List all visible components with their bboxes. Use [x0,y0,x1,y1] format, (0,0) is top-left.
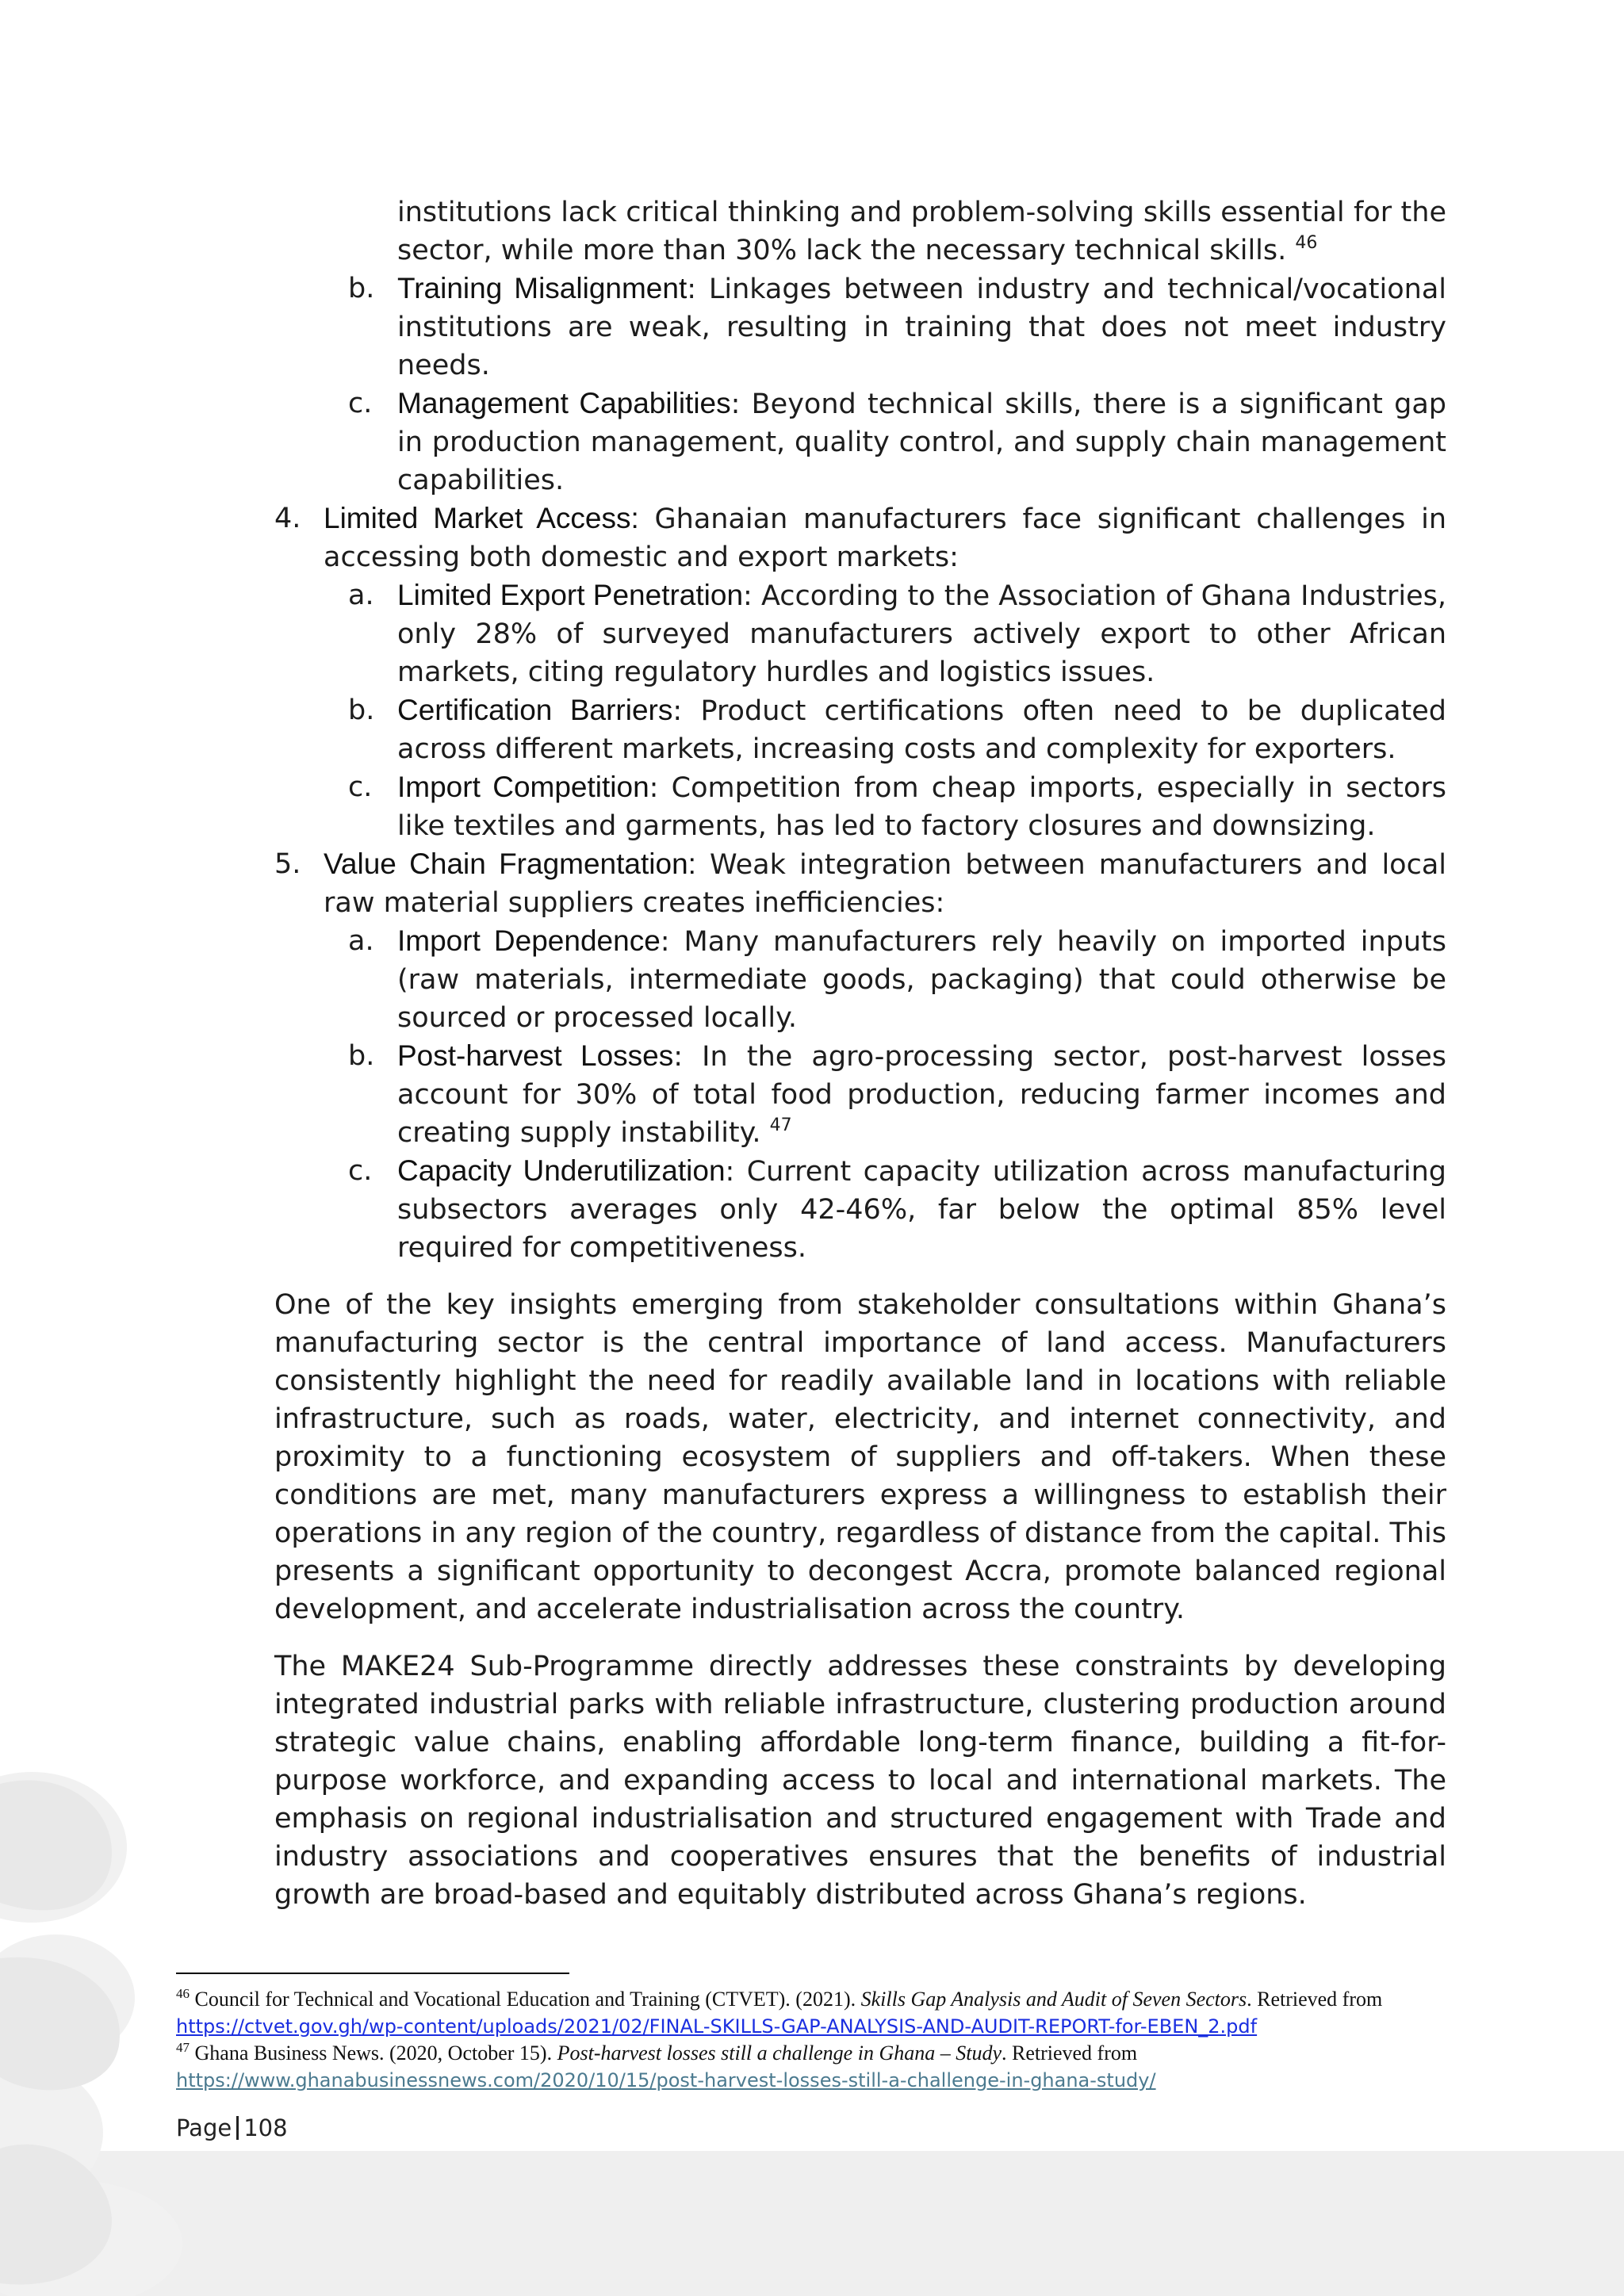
item-term: Capacity Underutilization [397,1154,726,1187]
footnote-ref-46[interactable]: 46 [1295,233,1318,253]
item-term: Post-harvest Losses [397,1039,674,1072]
item-term: Training Misalignment [397,272,688,304]
body-paragraph-land-access: One of the key insights emerging from stakeholder consultations within Ghana’s manufacturing sector is the central importance of land access. Manufacturers consistently highlight the need for readily available land in locations with reliable infrastructure, such as roads, water, electricity, and internet connectivity, and proximity to a functioning ecosystem of suppliers and off-takers. When these conditions are met, many manufacturers express a willingness to establish their operations in any region of the country, regardless of distance from the capital. This presents a significant opportunity to decongest Accra, promote balanced regional development, and accelerate industrialisation across the country. [274,1289,1446,1625]
page-footer-band [0,2151,1624,2296]
list-marker: a. [348,925,374,957]
page-number-value: 108 [243,2114,288,2141]
footnote-ref-47[interactable]: 47 [769,1115,792,1135]
list-marker: a. [348,580,374,611]
item-text: : Current capacity utilization across manufacturing subsectors averages only 42-46%, far below the optimal 85% level required for competitiveness. [397,1156,1446,1264]
footnote-text: Ghana Business News. (2020, October 15). [190,2042,557,2064]
item-text: Ghanaian manufacturers face significant challenges in accessing both domestic and export markets: [324,503,1447,573]
decorative-watermark-graphic [0,1736,206,2296]
list-item-continuation [274,193,1446,270]
list-item [274,1037,1446,1152]
body-paragraph-make24: The MAKE24 Sub-Programme directly addresses these constraints by developing integrated industrial parks with reliable infrastructure, clustering production around strategic value chains, enabling affordable long-term finance, building a fit-for-purpose workforce, and expanding access to local and international markets. The emphasis on regional industrialisation and structured engagement with Trade and industry associations and cooperatives ensures that the benefits of industrial growth are broad-based and equitably distributed across Ghana’s regions. [274,1651,1446,1911]
footnote-separator [176,1973,569,1974]
footnote-link[interactable]: https://www.ghanabusinessnews.com/2020/10/15/post-harvest-losses-still-a-challenge-in-ghana-study/ [176,2069,1156,2091]
list-item [274,691,1446,768]
item-text: Weak integration between manufacturers and local raw material suppliers creates inefficiencies: [324,849,1447,919]
list-item [274,922,1446,1037]
list-marker: c. [348,771,373,803]
footnote-47 [176,2040,1461,2094]
footnote-link[interactable]: https://ctvet.gov.gh/wp-content/uploads/2021/02/FINAL-SKILLS-GAP-ANALYSIS-AND-AUDIT-REPORT-for-EBEN_2.pdf [176,2015,1258,2038]
footnote-title: Skills Gap Analysis and Audit of Seven Sectors [860,1988,1247,2011]
continuation-text: institutions lack critical thinking and problem-solving skills essential for the sector, while more than 30% lack the necessary technical skills. [397,197,1446,266]
footnote-text: Council for Technical and Vocational Education and Training (CTVET). (2021). [190,1988,861,2011]
item-text: : Many manufacturers rely heavily on imported inputs (raw materials, intermediate goods, packaging) that could otherwise be sourced or processed locally. [397,926,1446,1034]
item-term: Value Chain Fragmentation: [324,848,696,880]
list-item [274,270,1446,385]
item-term: Import Competition [397,771,649,803]
list-item [274,1152,1446,1267]
list-marker: c. [348,388,373,419]
list-marker: 5. [274,848,301,880]
list-marker: b. [348,273,375,304]
list-item-value-chain-fragmentation [274,845,1446,922]
item-text: : Product certifications often need to be duplicated across different markets, increasing costs and complexity for exporters. [397,695,1446,765]
item-text: : Linkages between industry and technical/vocational institutions are weak, resulting in training that does not meet industry needs. [397,274,1446,381]
item-text: : According to the Association of Ghana Industries, only 28% of surveyed manufacturers actively export to other African markets, citing regulatory hurdles and logistics issues. [397,580,1446,688]
item-text: : Competition from cheap imports, especially in sectors like textiles and garments, has led to factory closures and downsizing. [397,772,1446,842]
item-term: Import Dependence [397,924,661,957]
page-number [176,2112,288,2144]
item-term: Limited Market Access: [324,502,639,534]
footnote-number: 47 [176,2040,190,2055]
list-marker: c. [348,1155,373,1187]
footnote-title: Post-harvest losses still a challenge in Ghana – Study [557,2042,1002,2064]
footnote-46 [176,1986,1461,2040]
list-marker: 4. [274,503,301,534]
page-label: Page [176,2114,232,2141]
list-marker: b. [348,1040,375,1072]
footnote-retrieved: . Retrieved from [1247,1988,1383,2011]
list-item [274,385,1446,499]
list-marker: b. [348,695,375,726]
item-term: Limited Export Penetration [397,579,744,611]
list-item [274,768,1446,845]
page-number-divider [236,2116,239,2140]
page-body [274,193,1446,1914]
footnotes [176,1986,1461,2094]
item-text: : Beyond technical skills, there is a significant gap in production management, quality control, and supply chain management capabilities. [397,388,1446,496]
list-item-limited-market-access [274,499,1446,576]
footnote-number: 46 [176,1986,190,2001]
footnote-retrieved: . Retrieved from [1001,2042,1138,2064]
item-text: : In the agro-processing sector, post-harvest losses account for 30% of total food production, reducing farmer incomes and creating supply instability. [397,1041,1446,1149]
list-item [274,576,1446,691]
item-term: Certification Barriers [397,694,673,726]
item-term: Management Capabilities [397,387,731,419]
